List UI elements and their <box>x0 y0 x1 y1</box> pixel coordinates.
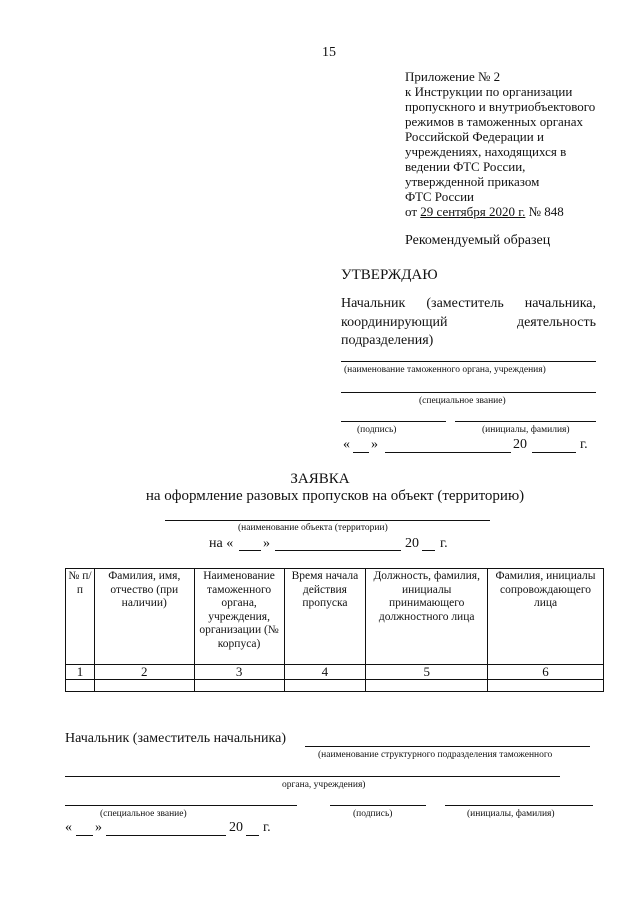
table-cell <box>194 680 284 692</box>
footer-date-year: 20 <box>229 820 243 835</box>
table-cell <box>66 680 95 692</box>
appendix-line: пропускного и внутриобъектового <box>405 99 596 114</box>
table-cell <box>488 680 604 692</box>
footer-month-line <box>106 835 226 836</box>
initials-caption: (инициалы, фамилия) <box>482 425 570 435</box>
signature-caption: (подпись) <box>357 425 397 435</box>
approve-year-line <box>532 452 576 453</box>
request-date-close: » <box>263 536 270 551</box>
table-header-cell: Наименование таможенного органа, учреждения, организации (№ корпуса) <box>194 569 284 665</box>
table-number-cell: 1 <box>66 665 95 680</box>
request-day-line <box>239 550 261 551</box>
request-title: ЗАЯВКА <box>290 471 350 487</box>
approve-date-year: 20 <box>513 437 527 452</box>
table-cell <box>284 680 366 692</box>
request-year-line <box>422 550 435 551</box>
appendix-line: учреждениях, находящихся в <box>405 144 567 159</box>
approve-position-line3: подразделения) <box>341 333 434 348</box>
table-header-cell: Фамилия, имя, отчество (при наличии) <box>94 569 194 665</box>
table-header-cell: № п/п <box>66 569 95 665</box>
object-line <box>165 520 490 521</box>
footer-date-open: « <box>65 820 72 835</box>
footer-initials-line <box>445 805 593 806</box>
table-number-row <box>66 665 604 680</box>
table-cell <box>94 680 194 692</box>
appendix-line: утвержденной приказом <box>405 174 540 189</box>
table-number-cell: 5 <box>366 665 488 680</box>
rank-line <box>341 392 596 393</box>
request-date-year: 20 <box>405 536 419 551</box>
approve-position-word: координирующий <box>341 315 448 330</box>
recommended-sample: Рекомендуемый образец <box>405 233 551 248</box>
appendix-line: Российской Федерации и <box>405 129 544 144</box>
table-row <box>66 680 604 692</box>
unit-caption: (наименование структурного подразделения таможенного <box>318 750 553 760</box>
approve-title: УТВЕРЖДАЮ <box>341 267 438 283</box>
customs-body-line <box>341 361 596 362</box>
initials-line <box>455 421 596 422</box>
approve-month-line <box>385 452 511 453</box>
appendix-line: ведении ФТС России, <box>405 159 526 174</box>
footer-rank-line <box>65 805 297 806</box>
object-caption: (наименование объекта (территории) <box>238 523 388 533</box>
table-header-cell: Время начала действия пропуска <box>284 569 366 665</box>
rank-caption: (специальное звание) <box>419 396 506 406</box>
appendix-line: к Инструкции по организации <box>405 84 573 99</box>
table-number-cell: 6 <box>488 665 604 680</box>
approve-day-line <box>353 452 369 453</box>
table-number-cell: 4 <box>284 665 366 680</box>
footer-year-line <box>246 835 259 836</box>
request-date-suffix: г. <box>440 536 448 551</box>
footer-day-line <box>76 835 93 836</box>
request-table <box>65 568 604 692</box>
approve-date-open: « <box>343 437 350 452</box>
footer-date-suffix: г. <box>263 820 271 835</box>
footer-initials-caption: (инициалы, фамилия) <box>467 809 555 819</box>
order-prefix: от <box>405 204 421 219</box>
order-date: 29 сентября 2020 г. <box>420 204 526 219</box>
footer-head-label: Начальник (заместитель начальника) <box>65 731 286 746</box>
unit-line <box>305 746 590 747</box>
request-subtitle: на оформление разовых пропусков на объект (территорию) <box>145 488 525 504</box>
order-reference <box>405 204 625 219</box>
footer-rank-caption: (специальное звание) <box>100 809 187 819</box>
table-header-row <box>66 569 604 665</box>
customs-body-caption: (наименование таможенного органа, учреждения) <box>344 365 546 375</box>
footer-signature-line <box>330 805 426 806</box>
order-number: № 848 <box>525 204 564 219</box>
footer-signature-caption: (подпись) <box>353 809 393 819</box>
approve-position-line2 <box>341 315 596 331</box>
approve-position-word: деятельность <box>516 315 596 330</box>
table-header-cell: Должность, фамилия, инициалы принимающего должностного лица <box>366 569 488 665</box>
table-cell <box>366 680 488 692</box>
unit-caption-2: органа, учреждения) <box>282 780 366 790</box>
signature-line <box>341 421 446 422</box>
approve-date-suffix: г. <box>580 437 588 452</box>
approve-position-line1: Начальник (заместитель начальника, <box>341 296 596 311</box>
table-number-cell: 2 <box>94 665 194 680</box>
approve-date-close: » <box>371 437 378 452</box>
appendix-line: Приложение № 2 <box>405 69 501 84</box>
page-number: 15 <box>322 45 336 60</box>
appendix-block <box>405 69 625 219</box>
table-number-cell: 3 <box>194 665 284 680</box>
request-month-line <box>275 550 401 551</box>
appendix-line: ФТС России <box>405 189 474 204</box>
request-date-prefix: на « <box>209 536 234 551</box>
footer-date-close: » <box>95 820 102 835</box>
appendix-line: режимов в таможенных органах <box>405 114 584 129</box>
table-header-cell: Фамилия, инициалы сопровождающего лица <box>488 569 604 665</box>
unit-line-2 <box>65 776 560 777</box>
